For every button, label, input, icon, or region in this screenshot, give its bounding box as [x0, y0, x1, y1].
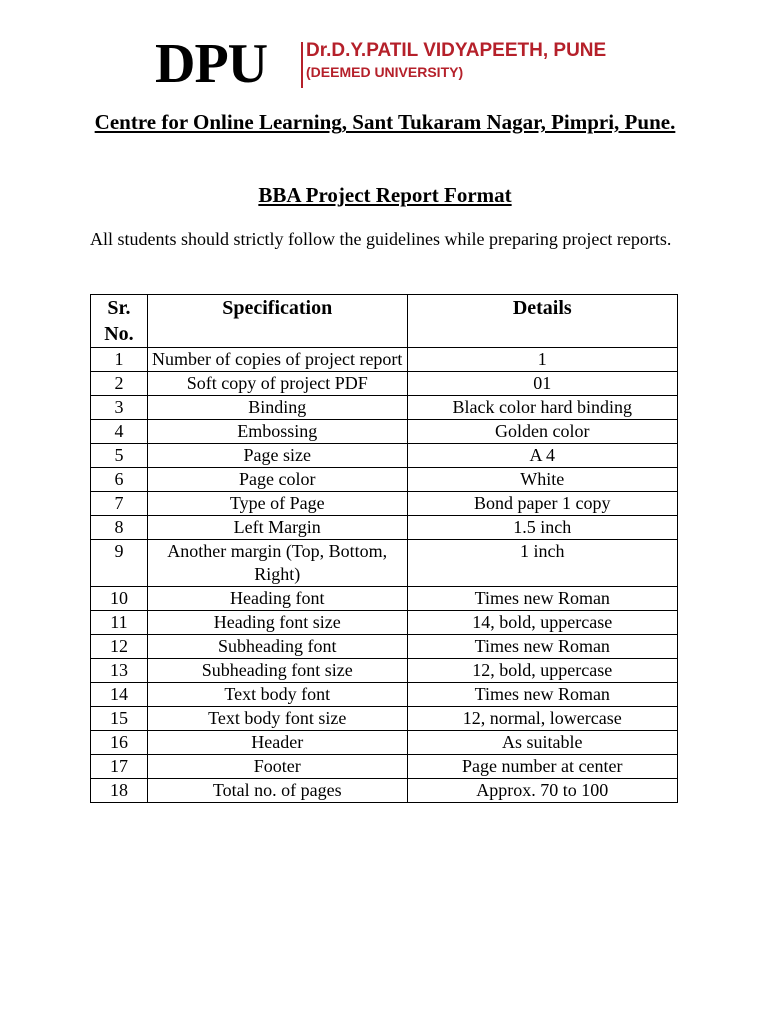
- cell-specification: Header: [147, 731, 407, 755]
- cell-details: 1.5 inch: [407, 516, 677, 540]
- cell-specification: Subheading font size: [147, 659, 407, 683]
- header-sr-no: Sr. No.: [91, 295, 148, 348]
- cell-details: Golden color: [407, 420, 677, 444]
- cell-details: 12, bold, uppercase: [407, 659, 677, 683]
- cell-details: Times new Roman: [407, 587, 677, 611]
- cell-sr-no: 6: [91, 468, 148, 492]
- table-row: [91, 683, 678, 707]
- cell-specification: Heading font: [147, 587, 407, 611]
- cell-specification: Soft copy of project PDF: [147, 372, 407, 396]
- table-row: [91, 348, 678, 372]
- cell-specification: Binding: [147, 396, 407, 420]
- cell-sr-no: 18: [91, 779, 148, 803]
- cell-specification: Total no. of pages: [147, 779, 407, 803]
- logo-divider: [301, 42, 303, 88]
- cell-sr-no: 7: [91, 492, 148, 516]
- cell-sr-no: 12: [91, 635, 148, 659]
- cell-specification: Embossing: [147, 420, 407, 444]
- cell-specification: Number of copies of project report: [147, 348, 407, 372]
- cell-specification: Another margin (Top, Bottom, Right): [147, 540, 407, 587]
- cell-sr-no: 8: [91, 516, 148, 540]
- cell-sr-no: 14: [91, 683, 148, 707]
- cell-sr-no: 5: [91, 444, 148, 468]
- cell-sr-no: 2: [91, 372, 148, 396]
- cell-sr-no: 16: [91, 731, 148, 755]
- cell-sr-no: 10: [91, 587, 148, 611]
- table-row: [91, 372, 678, 396]
- table-row: [91, 755, 678, 779]
- university-logo: [155, 33, 615, 95]
- header-details: Details: [407, 295, 677, 348]
- cell-details: Page number at center: [407, 755, 677, 779]
- cell-sr-no: 3: [91, 396, 148, 420]
- intro-paragraph: All students should strictly follow the guidelines while preparing project reports.: [90, 229, 672, 249]
- table-row: [91, 731, 678, 755]
- table-row: [91, 611, 678, 635]
- table-row: [91, 779, 678, 803]
- cell-specification: Page size: [147, 444, 407, 468]
- header-specification: Specification: [147, 295, 407, 348]
- centre-heading: Centre for Online Learning, Sant Tukaram Nagar, Pimpri, Pune.: [94, 110, 676, 134]
- cell-sr-no: 4: [91, 420, 148, 444]
- table-row: [91, 468, 678, 492]
- cell-sr-no: 9: [91, 540, 148, 587]
- cell-details: White: [407, 468, 677, 492]
- table-row: [91, 420, 678, 444]
- cell-details: Approx. 70 to 100: [407, 779, 677, 803]
- specification-table: [90, 294, 678, 803]
- cell-specification: Footer: [147, 755, 407, 779]
- cell-sr-no: 11: [91, 611, 148, 635]
- cell-specification: Left Margin: [147, 516, 407, 540]
- cell-specification: Type of Page: [147, 492, 407, 516]
- cell-details: Times new Roman: [407, 635, 677, 659]
- cell-details: A 4: [407, 444, 677, 468]
- cell-sr-no: 1: [91, 348, 148, 372]
- table-row: [91, 444, 678, 468]
- cell-details: Bond paper 1 copy: [407, 492, 677, 516]
- university-name: Dr.D.Y.PATIL VIDYAPEETH, PUNE: [306, 40, 607, 61]
- cell-sr-no: 15: [91, 707, 148, 731]
- cell-sr-no: 13: [91, 659, 148, 683]
- table-row: [91, 396, 678, 420]
- table-header-row: [91, 295, 678, 348]
- university-subtitle: (DEEMED UNIVERSITY): [306, 64, 464, 80]
- cell-specification: Page color: [147, 468, 407, 492]
- logo-mark: DPU: [155, 33, 268, 95]
- cell-details: Times new Roman: [407, 683, 677, 707]
- document-title: BBA Project Report Format: [258, 183, 512, 207]
- cell-specification: Heading font size: [147, 611, 407, 635]
- table-row: [91, 659, 678, 683]
- table-row: [91, 587, 678, 611]
- cell-details: As suitable: [407, 731, 677, 755]
- table-row: [91, 516, 678, 540]
- table-row: [91, 492, 678, 516]
- cell-details: 12, normal, lowercase: [407, 707, 677, 731]
- cell-sr-no: 17: [91, 755, 148, 779]
- table-row: [91, 540, 678, 587]
- cell-details: Black color hard binding: [407, 396, 677, 420]
- cell-details: 14, bold, uppercase: [407, 611, 677, 635]
- cell-details: 1 inch: [407, 540, 677, 587]
- cell-details: 1: [407, 348, 677, 372]
- table-row: [91, 707, 678, 731]
- table-row: [91, 635, 678, 659]
- cell-specification: Text body font size: [147, 707, 407, 731]
- cell-specification: Subheading font: [147, 635, 407, 659]
- cell-specification: Text body font: [147, 683, 407, 707]
- cell-details: 01: [407, 372, 677, 396]
